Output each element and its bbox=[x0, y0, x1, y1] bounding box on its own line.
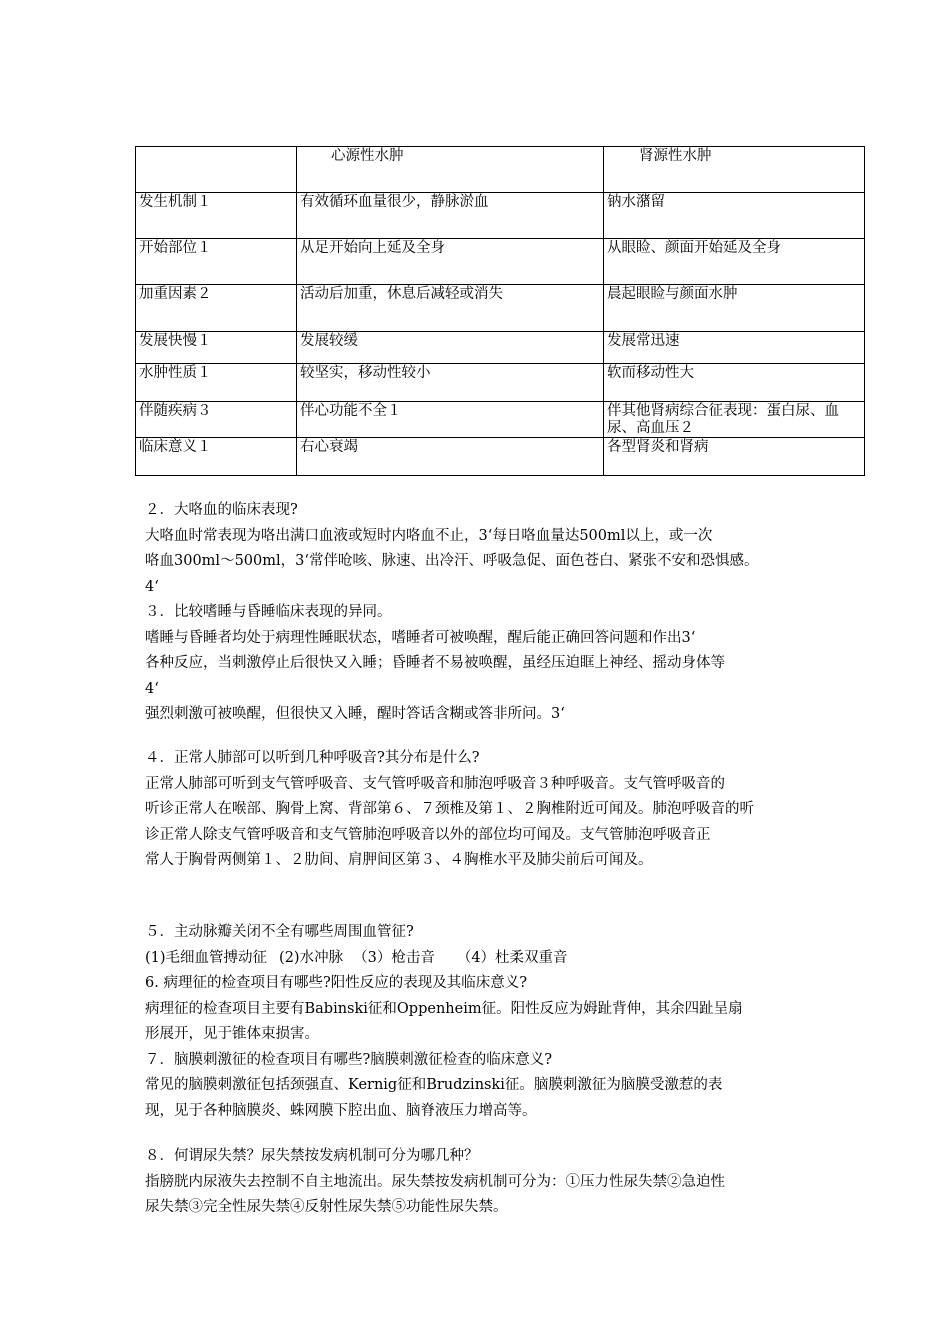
renal-cell: 伴其他肾病综合征表现：蛋白尿、血尿、高血压２ bbox=[604, 402, 865, 438]
question-2-block bbox=[145, 498, 825, 600]
answer-line: 形展开，见于锥体束损害。 bbox=[145, 1026, 319, 1042]
question-5-block bbox=[145, 920, 825, 1124]
cardiac-cell: 从足开始向上延及全身 bbox=[297, 239, 604, 285]
question-3-block bbox=[145, 600, 825, 728]
sign-item: （3）枪击音 bbox=[353, 949, 435, 966]
table-row bbox=[136, 438, 865, 476]
question-title: ５．主动脉瓣关闭不全有哪些周围血管征? bbox=[145, 924, 414, 940]
table-header-cardiac: 心源性水肿 bbox=[297, 147, 604, 193]
question-title: ７．脑膜刺激征的检查项目有哪些?脑膜刺激征检查的临床意义? bbox=[145, 1051, 553, 1068]
table-header-empty bbox=[136, 147, 297, 193]
question-8-block bbox=[145, 1144, 825, 1221]
answer-line: 听诊正常人在喉部、胸骨上窝、背部第６、７颈椎及第１、２胸椎附近可闻及。肺泡呼吸音的听 bbox=[145, 801, 754, 817]
table-row bbox=[136, 285, 865, 332]
row-label: 开始部位１ bbox=[136, 239, 297, 285]
table-row bbox=[136, 193, 865, 239]
answer-line: 病理征的检查项目主要有Babinski征和Oppenheim征。阳性反应为姆趾背伸，其余四趾呈扇 bbox=[145, 1000, 743, 1017]
question-title: ８．何谓尿失禁？尿失禁按发病机制可分为哪几种？ bbox=[145, 1148, 479, 1164]
question-title: ２．大咯血的临床表现? bbox=[145, 502, 298, 518]
row-label: 临床意义１ bbox=[136, 438, 297, 476]
answer-line: 强烈刺激可被唤醒，但很快又入睡，醒时答话含糊或答非所问。3‘ bbox=[145, 706, 565, 722]
question-title: 6. 病理征的检查项目有哪些?阳性反应的表现及其临床意义? bbox=[145, 975, 527, 991]
answer-line: 4‘ bbox=[145, 578, 159, 595]
renal-cell: 从眼睑、颜面开始延及全身 bbox=[604, 239, 865, 285]
sign-item: （4）杜柔双重音 bbox=[456, 949, 568, 966]
question-title: ３．比较嗜睡与昏睡临床表现的异同。 bbox=[145, 604, 392, 620]
answer-line: 常见的脑膜刺激征包括颈强直、Kernig征和Brudzinski征。脑膜刺激征为脑膜受激惹的表 bbox=[145, 1077, 723, 1093]
row-label: 水肿性质１ bbox=[136, 364, 297, 402]
renal-cell: 钠水潴留 bbox=[604, 193, 865, 239]
table-row bbox=[136, 402, 865, 438]
answer-line: 嗜睡与昏睡者均处于病理性睡眠状态，嗜睡者可被唤醒，醒后能正确回答问题和作出3‘ bbox=[145, 629, 696, 646]
answer-line: 4‘ bbox=[145, 680, 159, 697]
table-header-renal: 肾源性水肿 bbox=[604, 147, 865, 193]
answer-line: 指膀胱内尿液失去控制不自主地流出。尿失禁按发病机制可分为：①压力性尿失禁②急迫性 bbox=[145, 1173, 725, 1190]
answer-line: 正常人肺部可听到支气管呼吸音、支气管呼吸音和肺泡呼吸音３种呼吸音。支气管呼吸音的 bbox=[145, 775, 725, 792]
row-label: 发生机制１ bbox=[136, 193, 297, 239]
table-row bbox=[136, 239, 865, 285]
answer-line: 现，见于各种脑膜炎、蛛网膜下腔出血、脑脊液压力增高等。 bbox=[145, 1102, 537, 1119]
renal-cell: 软而移动性大 bbox=[604, 364, 865, 402]
cardiac-cell: 较坚实，移动性较小 bbox=[297, 364, 604, 402]
cardiac-cell: 右心衰竭 bbox=[297, 438, 604, 476]
table-header-row bbox=[136, 147, 865, 193]
row-label: 伴随疾病３ bbox=[136, 402, 297, 438]
question-title: ４．正常人肺部可以听到几种呼吸音?其分布是什么? bbox=[145, 750, 480, 766]
table-row bbox=[136, 332, 865, 364]
answer-line: 常人于胸骨两侧第１、２肋间、肩胛间区第３、４胸椎水平及肺尖前后可闻及。 bbox=[145, 852, 653, 868]
answer-line: 各种反应，当刺激停止后很快又入睡；昏睡者不易被唤醒，虽经压迫眶上神经、摇动身体等 bbox=[145, 655, 725, 671]
renal-cell: 各型肾炎和肾病 bbox=[604, 438, 865, 476]
renal-cell: 发展常迅速 bbox=[604, 332, 865, 364]
row-label: 发展快慢１ bbox=[136, 332, 297, 364]
sign-item: (1)毛细血管搏动征 bbox=[145, 949, 268, 966]
sign-item: (2)水冲脉 bbox=[279, 949, 344, 966]
cardiac-cell: 活动后加重，休息后减轻或消失 bbox=[297, 285, 604, 332]
answer-line bbox=[145, 946, 825, 972]
answer-line: 尿失禁③完全性尿失禁④反射性尿失禁⑤功能性尿失禁。 bbox=[145, 1199, 508, 1215]
answer-line: 诊正常人除支气管呼吸音和支气管肺泡呼吸音以外的部位均可闻及。支气管肺泡呼吸音正 bbox=[145, 826, 711, 843]
answer-line: 大咯血时常表现为咯出满口血液或短时内咯血不止，3‘每日咯血量达500ml以上，或一次 bbox=[145, 527, 713, 544]
renal-cell: 晨起眼睑与颜面水肿 bbox=[604, 285, 865, 332]
table-row bbox=[136, 364, 865, 402]
row-label: 加重因素２ bbox=[136, 285, 297, 332]
cardiac-cell: 发展较缓 bbox=[297, 332, 604, 364]
cardiac-cell: 有效循环血量很少，静脉淤血 bbox=[297, 193, 604, 239]
answer-line: 咯血300ml～500ml，3‘常伴呛咳、脉速、出冷汗、呼吸急促、面色苍白、紧张不安和恐惧感。 bbox=[145, 553, 759, 569]
edema-comparison-table bbox=[135, 146, 865, 476]
question-4-block bbox=[145, 746, 825, 874]
cardiac-cell: 伴心功能不全１ bbox=[297, 402, 604, 438]
